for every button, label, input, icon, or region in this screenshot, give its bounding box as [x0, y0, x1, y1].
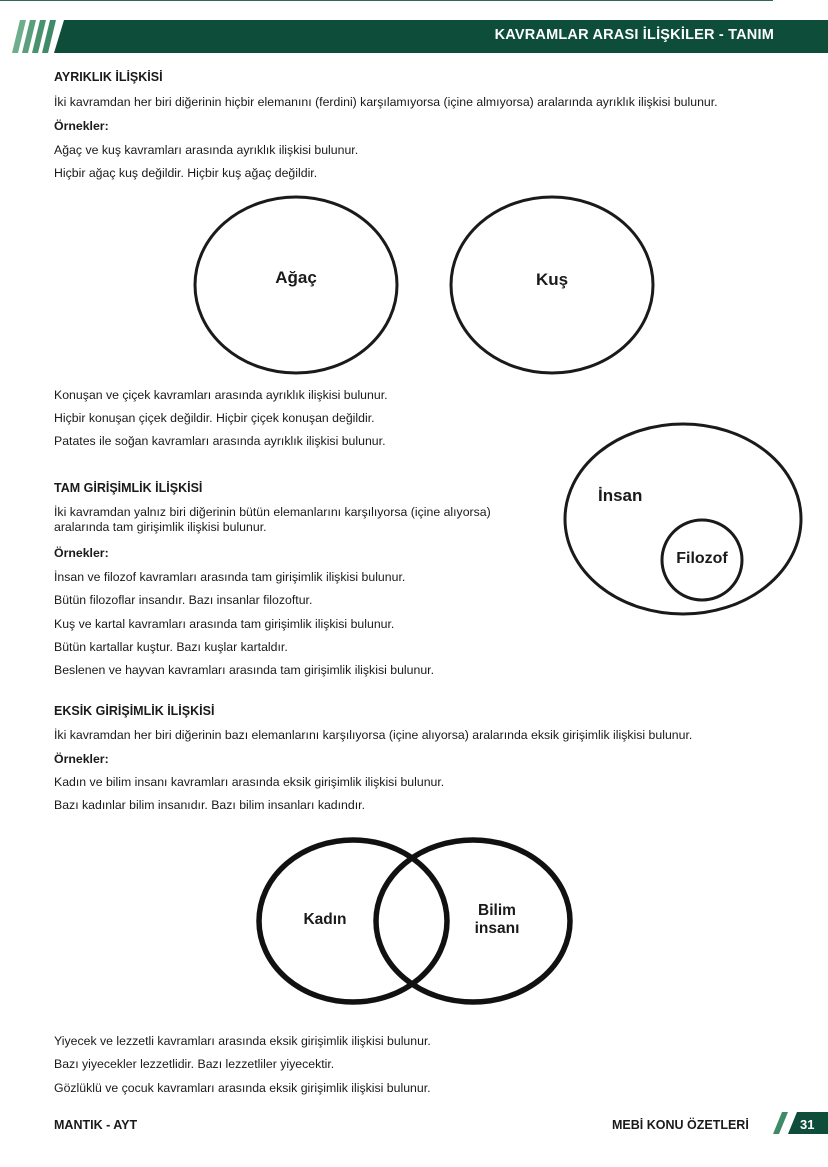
example-line: Bazı yiyecekler lezzetlidir. Bazı lezzetliler yiyecektir.: [54, 1057, 335, 1071]
circle-insan: [565, 424, 801, 614]
example-line: Kuş ve kartal kavramları arasında tam girişimlik ilişkisi bulunur.: [54, 617, 395, 631]
example-line: Gözlüklü ve çocuk kavramları arasında eksik girişimlik ilişkisi bulunur.: [54, 1081, 431, 1095]
example-line: Hiçbir konuşan çiçek değildir. Hiçbir çiçek konuşan değildir.: [54, 411, 375, 425]
example-line: Konuşan ve çiçek kavramları arasında ayrıklık ilişkisi bulunur.: [54, 388, 388, 402]
footer-subject: MANTIK - AYT: [54, 1118, 138, 1132]
example-line: Bütün kartallar kuştur. Bazı kuşlar kartaldır.: [54, 640, 288, 654]
diagram-label-kus: Kuş: [535, 270, 569, 289]
example-line: Beslenen ve hayvan kavramları arasında tam girişimlik ilişkisi bulunur.: [54, 663, 434, 677]
page-number-box: [768, 1112, 828, 1136]
example-line: Yiyecek ve lezzetli kavramları arasında eksik girişimlik ilişkisi bulunur.: [54, 1034, 431, 1048]
section-title-ayriklik: AYRIKLIK İLİŞKİSİ: [54, 70, 163, 84]
example-line: Ağaç ve kuş kavramları arasında ayrıklık ilişkisi bulunur.: [54, 143, 359, 157]
diagram-label-bilim-insani: [462, 902, 532, 938]
disjoint-diagram: [0, 190, 828, 390]
section-title-eksik-girisimlik: EKSİK GİRİŞİMLİK İLİŞKİSİ: [54, 704, 215, 718]
footer-series: MEBİ KONU ÖZETLERİ: [612, 1118, 749, 1132]
example-line: Kadın ve bilim insanı kavramları arasında eksik girişimlik ilişkisi bulunur.: [54, 775, 445, 789]
examples-label: Örnekler:: [54, 752, 109, 766]
example-line: Bütün filozoflar insandır. Bazı insanlar filozoftur.: [54, 593, 313, 607]
definition-ayriklik: İki kavramdan her biri diğerinin hiçbir elemanını (ferdini) karşılamıyorsa (içine almıyorsa) aralarında ayrıklık ilişkisi bulunur.: [54, 95, 718, 109]
examples-label: Örnekler:: [54, 119, 109, 133]
diagram-label-kadin: Kadın: [303, 911, 347, 928]
definition-eksik-girisimlik: İki kavramdan her biri diğerinin bazı elemanlarını karşılıyorsa (içine alıyorsa) aralarında eksik girişimlik ilişkisi bulunur.: [54, 728, 693, 742]
example-line: Hiçbir ağaç kuş değildir. Hiçbir kuş ağaç değildir.: [54, 166, 318, 180]
page-number: 31: [800, 1117, 815, 1132]
diagram-label-agac: Ağaç: [275, 268, 317, 287]
footer-rule: [0, 0, 773, 1]
header-title: KAVRAMLAR ARASI İLİŞKİLER - TANIM: [494, 27, 774, 43]
example-line: İnsan ve filozof kavramları arasında tam girişimlik ilişkisi bulunur.: [54, 570, 406, 584]
definition-tam-girisimlik: İki kavramdan yalnız biri diğerinin bütün elemanlarını karşılıyorsa (içine alıyorsa) aralarında tam girişimlik ilişkisi bulunur.: [54, 505, 491, 534]
diagram-label-filozof: Filozof: [676, 550, 728, 567]
section-title-tam-girisimlik: TAM GİRİŞİMLİK İLİŞKİSİ: [54, 481, 203, 495]
overlap-diagram: [0, 830, 828, 1030]
subset-diagram: [0, 420, 828, 620]
example-line: Patates ile soğan kavramları arasında ayrıklık ilişkisi bulunur.: [54, 434, 386, 448]
examples-label: Örnekler:: [54, 546, 109, 560]
example-line: Bazı kadınlar bilim insanıdır. Bazı bilim insanları kadındır.: [54, 798, 365, 812]
diagram-label-insan: İnsan: [598, 486, 643, 505]
diagram-label-bilim: Bilim: [478, 902, 516, 919]
diagram-label-insani: insanı: [474, 920, 520, 937]
